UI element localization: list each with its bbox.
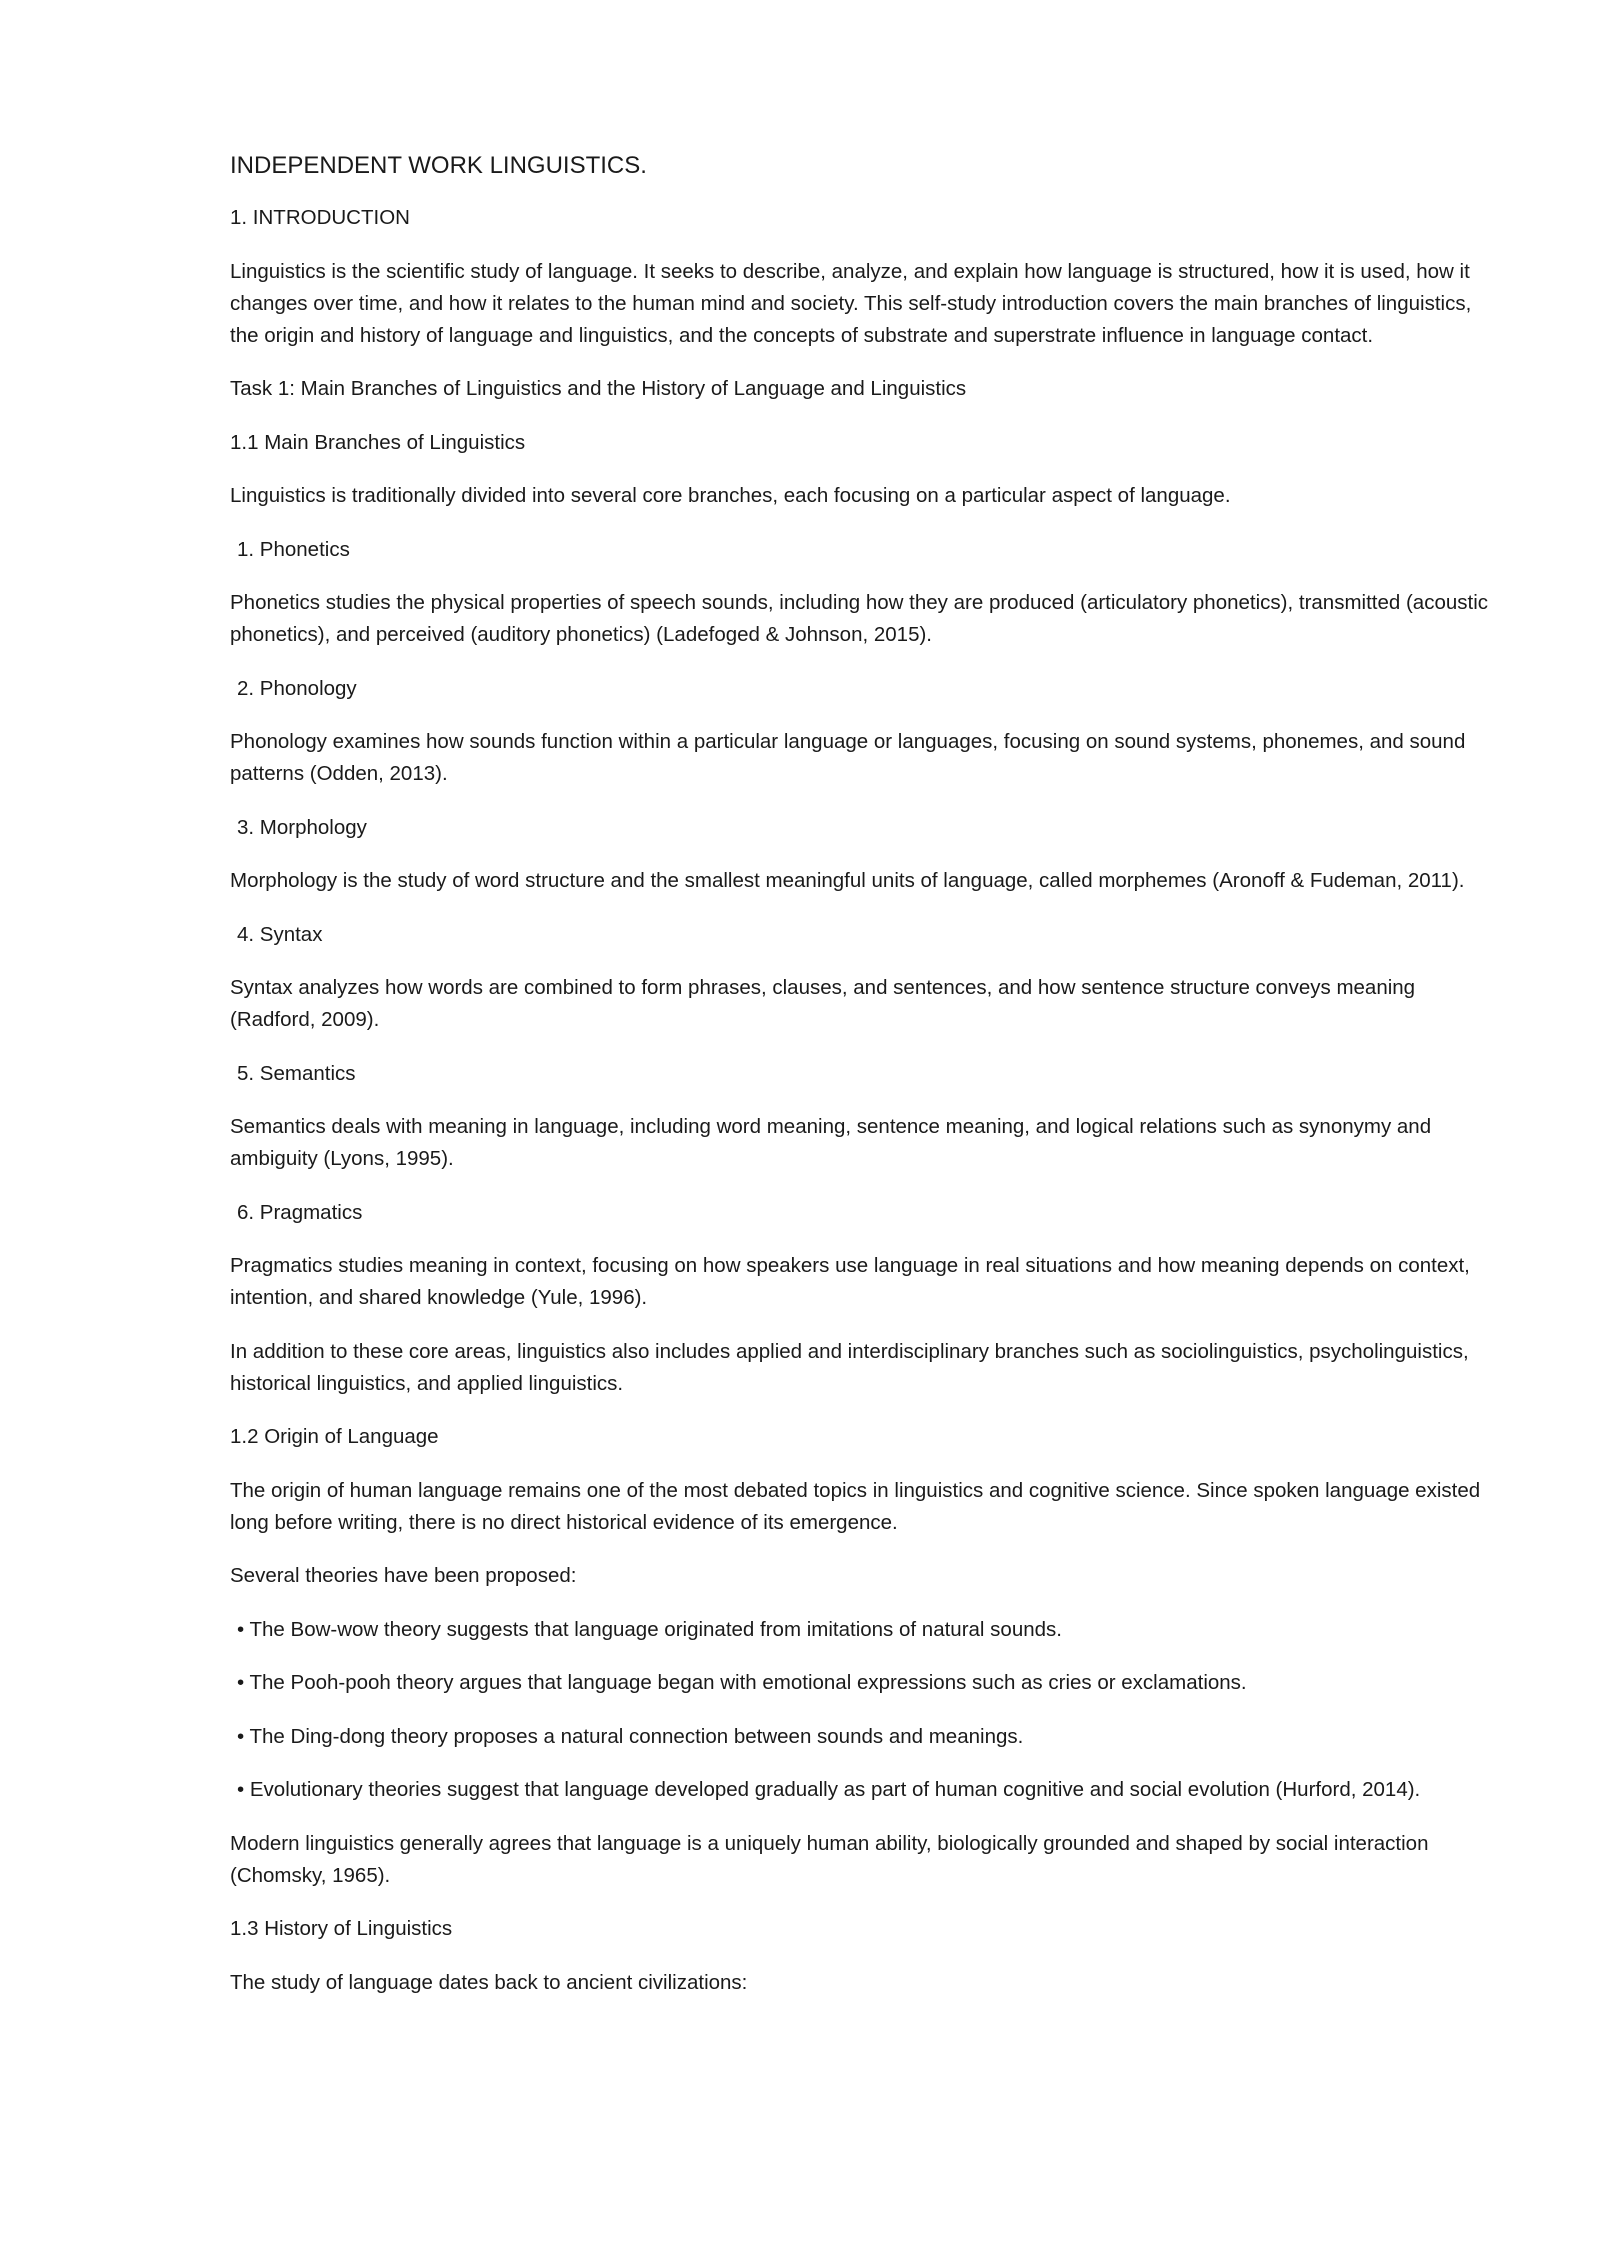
paragraph-origin: The origin of human language remains one of the most debated topics in linguistics and cognitive science. Since spoken language existed long before writing, there is no direct historical evidence of its emergence. <box>230 1478 1481 1534</box>
paragraph-phonology: Phonology examines how sounds function within a particular language or languages, focusing on sound systems, phonemes, and sound patterns (Odden, 2013). <box>230 730 1466 785</box>
paragraph-history-intro: The study of language dates back to ancient civilizations: <box>230 1970 748 1994</box>
paragraph-syntax: Syntax analyzes how words are combined to form phrases, clauses, and sentences, and how sentence structure conveys meaning (Radford, 2009). <box>230 976 1416 1031</box>
section-heading-introduction: 1. INTRODUCTION <box>230 206 410 229</box>
section-heading-origin: 1.2 Origin of Language <box>230 1425 439 1448</box>
bullet-ding-dong: • The Ding-dong theory proposes a natural connection between sounds and meanings. <box>237 1724 1024 1748</box>
paragraph-additional-branches: In addition to these core areas, linguistics also includes applied and interdisciplinary branches such as sociolinguistics, psycholinguistics, historical linguistics, and applied linguistics. <box>230 1339 1469 1395</box>
subheading-pragmatics: 6. Pragmatics <box>237 1200 363 1224</box>
paragraph-morphology: Morphology is the study of word structure and the smallest meaningful units of language, called morphemes (Aronoff & Fudeman, 2011). <box>230 869 1465 892</box>
bullet-pooh-pooh: • The Pooh-pooh theory argues that language began with emotional expressions such as cries or exclamations. <box>237 1671 1247 1694</box>
paragraph-introduction: Linguistics is the scientific study of language. It seeks to describe, analyze, and explain how language is structured, how it is used, how it changes over time, and how it relates to the human mind and society. This self-study introduction covers the main branches of linguistics, the origin and history of language and linguistics, and the concepts of substrate and superstrate influence in language contact. <box>230 259 1472 347</box>
section-heading-branches: 1.1 Main Branches of Linguistics <box>230 430 526 454</box>
paragraph-semantics: Semantics deals with meaning in language, including word meaning, sentence meaning, and logical relations such as synonymy and ambiguity (Lyons, 1995). <box>230 1115 1432 1170</box>
bullet-bow-wow: • The Bow-wow theory suggests that language originated from imitations of natural sounds. <box>237 1617 1062 1641</box>
subheading-syntax: 4. Syntax <box>237 922 323 946</box>
subheading-semantics: 5. Semantics <box>237 1061 356 1085</box>
subheading-phonology: 2. Phonology <box>237 676 357 700</box>
paragraph-theories-intro: Several theories have been proposed: <box>230 1564 577 1587</box>
subheading-morphology: 3. Morphology <box>237 815 367 839</box>
paragraph-modern-linguistics: Modern linguistics generally agrees that language is a uniquely human ability, biologically grounded and shaped by social interaction (Chomsky, 1965). <box>230 1831 1429 1887</box>
task-heading: Task 1: Main Branches of Linguistics and the History of Language and Linguistics <box>230 377 967 400</box>
document-body <box>230 150 1490 2020</box>
subheading-phonetics: 1. Phonetics <box>237 537 350 561</box>
paragraph-pragmatics: Pragmatics studies meaning in context, focusing on how speakers use language in real situations and how meaning depends on context, intention, and shared knowledge (Yule, 1996). <box>230 1254 1470 1309</box>
section-heading-history: 1.3 History of Linguistics <box>230 1917 453 1940</box>
paragraph-phonetics: Phonetics studies the physical properties of speech sounds, including how they are produced (articulatory phonetics), transmitted (acoustic phonetics), and perceived (auditory phonetics) (Ladefoged & Johnson, 2015). <box>230 591 1489 646</box>
document-title: INDEPENDENT WORK LINGUISTICS. <box>230 152 647 179</box>
paragraph-branches-intro: Linguistics is traditionally divided into several core branches, each focusing on a particular aspect of language. <box>230 484 1231 507</box>
bullet-evolutionary: • Evolutionary theories suggest that language developed gradually as part of human cognitive and social evolution (Hurford, 2014). <box>237 1778 1421 1801</box>
